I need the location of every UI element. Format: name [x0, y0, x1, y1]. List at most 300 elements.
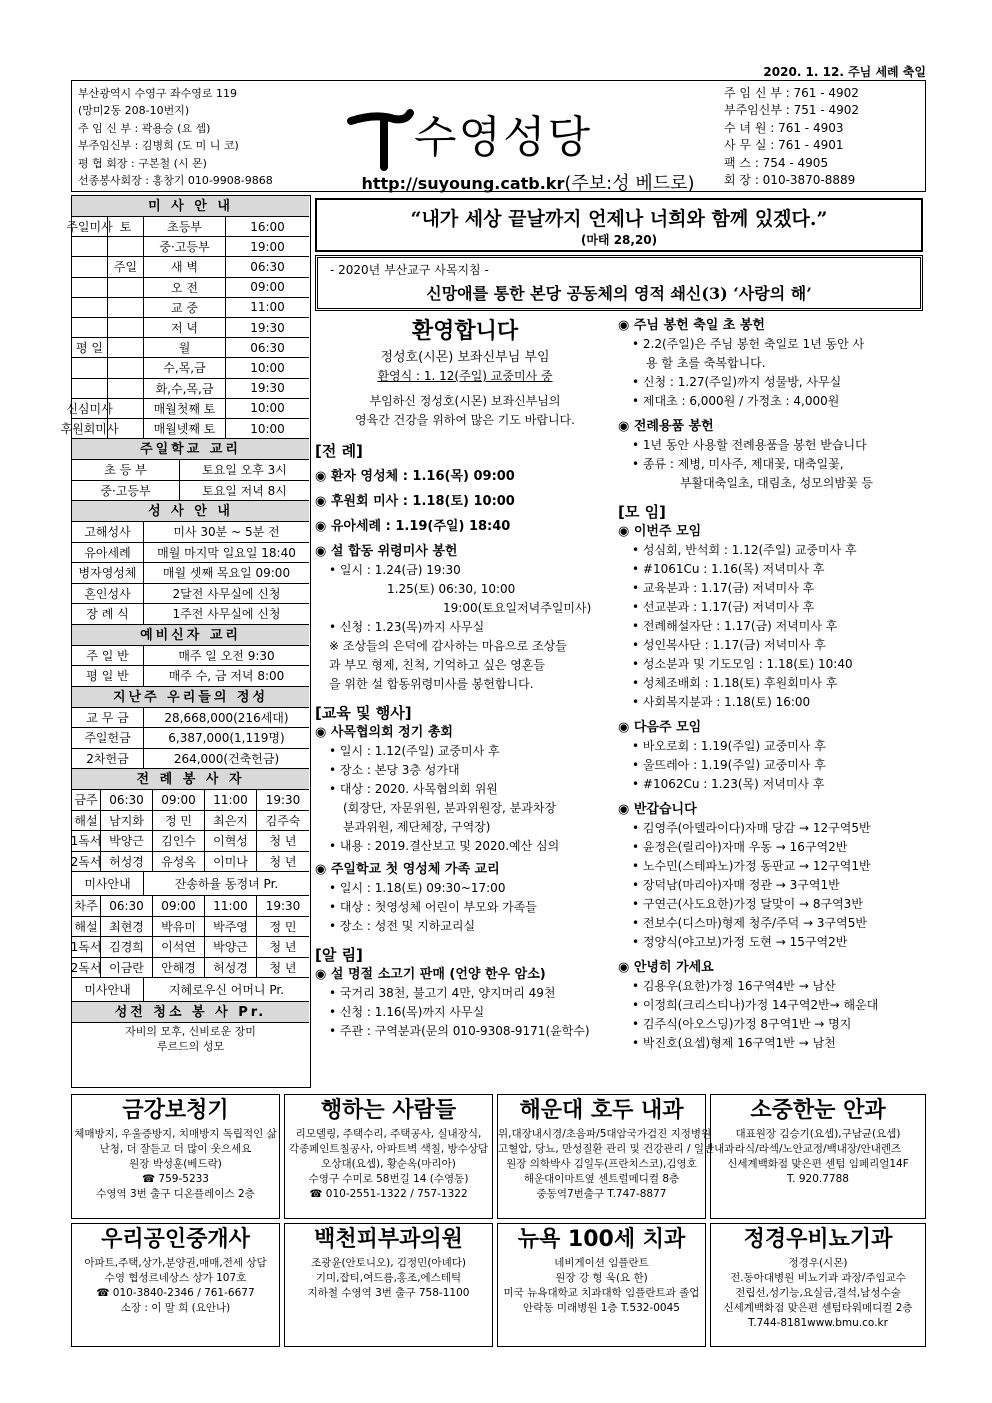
- edu-line: • 내용 : 2019.결산보고 및 2020.예산 심의: [329, 839, 560, 853]
- website-link[interactable]: http://suyoung.catb.kr: [361, 174, 565, 193]
- liturgy-detail: ※ 조상들의 은덕에 감사하는 마음으로 조상들: [329, 639, 567, 653]
- mass-row-cell: 06:30: [250, 340, 285, 355]
- ad-line: 고혈압, 당뇨, 만성질환 관리 및 건강관리 / 일반내과: [498, 1143, 735, 1155]
- phone-line: 회 장 : 010-3870-8889: [724, 173, 856, 188]
- right-line: • 종류 : 제병, 미사주, 제대꽃, 대축일꽃,: [632, 457, 844, 471]
- mass-row-cell: 16:00: [250, 219, 285, 234]
- ad-line: 기미,잡티,여드름,홍조,에스테틱: [315, 1272, 462, 1284]
- server-row-cell: 청 년: [269, 940, 297, 955]
- liturgy-detail: • 신청 : 1.23(목)까지 사무실: [329, 620, 485, 634]
- ad-line: ☎ 759-5233: [142, 1173, 209, 1185]
- server-row-cell: 정 민: [153, 811, 205, 831]
- mass-row: [72, 298, 309, 318]
- meeting-line: • 바오로회 : 1.19(주일) 교중미사 후: [632, 739, 826, 753]
- server-row-cell: 09:00: [153, 790, 205, 810]
- server-row-cell: 금주: [72, 790, 101, 810]
- offering-row-cell: 교 무 금: [72, 708, 144, 728]
- mass-row-cell: [108, 318, 144, 337]
- meetings-heading: ◉ 이번주 모임: [618, 524, 702, 539]
- welcome-heading: ◉ 반갑습니다: [618, 802, 697, 817]
- meeting-line: • 성체조배회 : 1.18(토) 후원회미사 후: [632, 676, 838, 690]
- mass-row-cell: [108, 278, 144, 297]
- edu-line: • 일시 : 1.12(주일) 교중미사 후: [329, 744, 500, 758]
- ad-title: 뉴욕 100세 치과: [517, 1227, 686, 1252]
- right-line: 용 할 초를 축복합니다.: [646, 356, 766, 370]
- phone-line: 부주임신부 : 751 - 4902: [724, 103, 860, 118]
- sacrament-row-cell: 1주전 사무실에 신청: [172, 607, 281, 622]
- server-row-cell: 1독서: [72, 831, 101, 851]
- server-note-cell: 미사안내: [72, 978, 144, 1001]
- server-row: [72, 790, 309, 811]
- offering-row-cell: 2차헌금: [72, 749, 144, 769]
- mass-row-cell: 초등부: [144, 217, 226, 236]
- liturgy-detail: 19:00(토요일저녁주일미사): [443, 601, 592, 615]
- mass-row-cell: [72, 318, 108, 337]
- notice-line: • 주관 : 구역분과(문의 010-9308-9171(윤학수): [329, 1024, 590, 1038]
- mass-row: [72, 358, 309, 378]
- ad-line: 대표원장 김승기(요셉),구남균(요셉): [735, 1128, 901, 1140]
- ad-line: T. 920.7788: [787, 1173, 849, 1185]
- mass-row-cell: 19:00: [250, 239, 285, 254]
- school-row: [72, 481, 309, 502]
- mass-row-cell: 후원회미사: [72, 419, 108, 438]
- meeting-line: • #1061Cu : 1.16(목) 저녁미사 후: [632, 562, 825, 576]
- liturgy-detail: • 일시 : 1.24(금) 19:30: [329, 563, 461, 577]
- ad-line: 원장 박성훈(베드락): [129, 1158, 222, 1170]
- ad-line: 정경우(시몬): [788, 1257, 848, 1269]
- staff-line: 평 협 회장 : 구본철 (시 몬): [78, 156, 207, 170]
- server-row-cell: 청 년: [269, 834, 297, 849]
- server-row: [72, 831, 309, 852]
- right-line: • 1년 동안 사용할 전례용품을 봉헌 받습니다: [632, 438, 867, 452]
- quote-ref: (마태 28,20): [580, 233, 658, 247]
- ad-line: 전.동아대병원 비뇨기과 과장/주임교수: [730, 1272, 906, 1284]
- server-row-cell: 김인수: [153, 831, 205, 851]
- pastoral-theme: [315, 255, 923, 311]
- mass-row-cell: [72, 278, 108, 297]
- mass-row-cell: 저 녁: [144, 318, 226, 337]
- server-row-cell: 최은지: [205, 811, 257, 831]
- server-row-cell: 이혁성: [205, 831, 257, 851]
- ad-line: 네비게이션 임플란트: [554, 1257, 649, 1269]
- school-row-cell: 중·고등부: [72, 481, 180, 501]
- header: [71, 80, 926, 192]
- server-row-cell: 박양근: [101, 831, 153, 851]
- liturgy-item: ◉ 설 합동 위령미사 봉헌: [315, 544, 458, 559]
- meeting-line: • 전례해설자단 : 1.17(금) 저녁미사 후: [632, 619, 838, 633]
- staff-line: 부주임신부 : 김병희 (도 미 니 코): [78, 139, 239, 153]
- meeting-line: • 울뜨레아 : 1.19(주일) 교중미사 후: [632, 758, 826, 772]
- server-row-cell: 2독서: [72, 958, 101, 978]
- mass-row: [72, 257, 309, 277]
- mass-row-cell: [108, 419, 144, 438]
- meetings-title: [모 임]: [618, 503, 666, 521]
- theme-sub: - 2020년 부산교구 사목지침 -: [330, 263, 489, 277]
- sacrament-row-cell: 매월 마지막 일요일 18:40: [157, 545, 296, 560]
- mass-row-cell: 새 벽: [144, 257, 226, 276]
- mass-row-cell: [72, 237, 108, 256]
- ad-line: 리모델링, 주택수리, 주택공사, 실내장식,: [295, 1128, 482, 1140]
- newcomer-line: • 김영주(아델라이다)자매 당감 → 12구역5반: [632, 821, 871, 835]
- mass-row-cell: 주일미사: [72, 217, 108, 236]
- newcomer-line: • 전보수(디스마)형제 청주/주덕 → 3구역5반: [632, 916, 867, 930]
- offering-row: [72, 708, 309, 729]
- ad-line: 오상대(요셉), 황순옥(마리아): [321, 1158, 456, 1170]
- center-column: [315, 316, 615, 1041]
- server-row: [72, 958, 309, 979]
- notice-line: • 국거리 38천, 불고기 4만, 양지머리 49천: [329, 986, 556, 1000]
- sacrament-row-cell: 미사 30분 ~ 5분 전: [173, 525, 280, 540]
- mass-row-cell: [108, 338, 144, 357]
- ad-line: 해운대이마트옆 센트럴메디컬 8층: [523, 1173, 680, 1185]
- cleaning-line: 자비의 모후, 신비로운 장미: [125, 1025, 256, 1039]
- liturgy-detail: 과 부모 형제, 친척, 기억하고 싶은 영혼들: [329, 658, 545, 672]
- right-line: • 신청 : 1.27(주일)까지 성물방, 사무실: [632, 375, 842, 389]
- mass-row-cell: [72, 257, 108, 276]
- ad-box: [710, 1094, 926, 1219]
- right-line: 부활대축일초, 대림초, 성모의밤꽃 등: [680, 476, 873, 490]
- liturgy-detail: 을 위한 설 합동위령미사를 봉헌합니다.: [329, 677, 534, 691]
- server-row-cell: 청 년: [269, 854, 297, 869]
- welcome-title: 환영합니다: [411, 319, 519, 344]
- ad-line: T.744-8181www.bmu.co.kr: [748, 1317, 888, 1329]
- logo: [338, 85, 718, 194]
- server-row: [72, 917, 309, 938]
- liturgy-detail: 1.25(토) 06:30, 10:00: [387, 582, 516, 596]
- mass-row-cell: 19:30: [250, 381, 285, 396]
- edu-line: • 대상 : 2020. 사목협의회 위원: [329, 782, 498, 796]
- mass-row-cell: 오 전: [144, 278, 226, 297]
- ad-title: 우리공인중개사: [101, 1227, 250, 1252]
- meeting-line: • 성인복사단 : 1.17(금) 저녁미사 후: [632, 638, 826, 652]
- welcome-body: 영육간 건강을 위하여 많은 기도 바랍니다.: [355, 413, 575, 427]
- mass-row-cell: [72, 358, 108, 377]
- catechism-row-cell: 매주 수, 금 저녁 8:00: [168, 669, 285, 684]
- offering-heading: ◉ 주님 봉헌 축일 초 봉헌: [618, 318, 765, 333]
- mass-row-cell: 중·고등부: [144, 237, 226, 256]
- mass-row-cell: [108, 358, 144, 377]
- ad-line: 지하철 수영역 3번 출구 758-1100: [307, 1287, 470, 1299]
- server-row-cell: 해설: [72, 917, 101, 937]
- server-row-cell: 박양근: [205, 937, 257, 957]
- meeting-line: • 성심회, 반석회 : 1.12(주일) 교중미사 후: [632, 543, 857, 557]
- liturgy-item: ◉ 환자 영성체 : 1.16(목) 09:00: [315, 469, 515, 484]
- welcome-date: 환영식 : 1. 12(주일) 교중미사 중: [377, 369, 553, 383]
- farewell-heading: ◉ 안녕히 가세요: [618, 960, 714, 975]
- mass-row-cell: [72, 379, 108, 398]
- edu-heading: ◉ 사목협의회 정기 총회: [315, 725, 453, 740]
- catechism-row: [72, 646, 309, 667]
- server-row-cell: 해설: [72, 811, 101, 831]
- ad-box: [284, 1223, 493, 1347]
- mass-row-cell: 10:00: [250, 360, 285, 375]
- ad-line: 위,대장내시경/초음파/5대암국가검진 지정병원: [498, 1128, 712, 1140]
- sacrament-row: [72, 543, 309, 564]
- mass-row: [72, 318, 309, 338]
- offering-row-cell: 6,387,000(1,119명): [168, 731, 285, 746]
- server-row-cell: 박유미: [153, 917, 205, 937]
- server-note-cell: 미사안내: [72, 872, 144, 895]
- server-row-cell: 허성경: [101, 852, 153, 872]
- edu-line: (회장단, 자문위원, 분과위원장, 분과차장: [343, 801, 557, 815]
- server-row: [72, 811, 309, 832]
- sacrament-row-cell: 고해성사: [72, 522, 144, 542]
- server-row-cell: 김주숙: [265, 813, 301, 828]
- server-row-cell: 남지화: [101, 811, 153, 831]
- server-row-cell: 청 년: [269, 960, 297, 975]
- offering-row: [72, 728, 309, 749]
- section-title: 주일학교 교리: [72, 439, 309, 460]
- server-row-cell: 유성옥: [153, 852, 205, 872]
- ad-line: 중동역7번출구 T.747-8877: [536, 1188, 667, 1200]
- sacrament-row-cell: 2달전 사무실에 신청: [172, 586, 281, 601]
- farewell-line: • 김용우(요한)가정 16구역4반 → 남산: [632, 979, 836, 993]
- meeting-line: • 선교분과 : 1.17(금) 저녁미사 후: [632, 600, 815, 614]
- ad-title: 행하는 사람들: [320, 1098, 457, 1123]
- ad-line: 수영역 3번 출구 디온플레이스 2층: [96, 1188, 255, 1200]
- offering-row-cell: 264,000(건축헌금): [173, 751, 280, 766]
- notice-title: [알 림]: [315, 946, 363, 964]
- sacrament-row-cell: 장 례 식: [72, 604, 144, 624]
- sacrament-row: [72, 584, 309, 605]
- ad-line: 각종페인트칠공사, 아파트벽 색칠, 방수상담: [288, 1143, 489, 1155]
- mass-row: [72, 379, 309, 399]
- ad-box: [497, 1094, 735, 1219]
- phone-line: 사 무 실 : 761 - 4901: [724, 138, 844, 153]
- ad-line: 신세계백화점 맞은편 센텀 임페리얼14F: [727, 1158, 909, 1170]
- ad-line: 아파트,주택,상가,분양권,매매,전세 상담: [84, 1257, 267, 1269]
- ad-line: 원장 강 형 욱(요 한): [555, 1272, 648, 1284]
- address-line: (망미2동 208-10번지): [78, 104, 190, 118]
- farewell-line: • 이정희(크리스티나)가정 14구역2반→ 해운대: [632, 998, 879, 1012]
- ad-box: [710, 1223, 926, 1347]
- welcome-sub: 정성호(시몬) 보좌신부님 부임: [380, 350, 550, 365]
- server-row-cell: 11:00: [205, 790, 257, 810]
- mass-row-cell: [108, 379, 144, 398]
- server-row-cell: 안해경: [153, 958, 205, 978]
- server-row: [72, 896, 309, 917]
- sacrament-row: [72, 522, 309, 543]
- server-row-cell: 19:30: [265, 898, 301, 913]
- catechism-row: [72, 666, 309, 687]
- mass-row-cell: 10:00: [250, 401, 285, 416]
- ad-line: 소장 : 이 말 희 (요안나): [120, 1302, 231, 1314]
- mass-row-cell: [108, 399, 144, 418]
- section-title: 성전 청소 봉 사 Pr.: [72, 1002, 309, 1023]
- liturgy-item: ◉ 후원회 미사 : 1.18(토) 10:00: [315, 494, 515, 509]
- edu-title: [교육 및 행사]: [315, 704, 412, 722]
- welcome-body: 부임하신 정성호(시몬) 보좌신부님의: [369, 394, 561, 408]
- newcomer-line: • 윤정은(릴리아)자매 우동 → 16구역2반: [632, 840, 848, 854]
- meeting-line: • 교육분과 : 1.17(금) 저녁미사 후: [632, 581, 815, 595]
- ad-box: [71, 1223, 280, 1347]
- newcomer-line: • 정양식(야고보)가정 도현 → 15구역2반: [632, 935, 848, 949]
- server-row-cell: 11:00: [205, 896, 257, 916]
- ad-box: [284, 1094, 493, 1219]
- mass-row-cell: 주일: [108, 257, 144, 276]
- quote-text: “내가 세상 끝날까지 언제나 너희와 함께 있겠다.”: [410, 208, 828, 230]
- mass-row: [72, 237, 309, 257]
- mass-row-cell: 06:30: [250, 259, 285, 274]
- liturgy-goods-heading: ◉ 전례용품 봉헌: [618, 419, 714, 434]
- mass-row: [72, 278, 309, 298]
- catechism-row-cell: 주 일 반: [72, 646, 144, 666]
- ad-line: 미국 뉴욕대학교 치과대학 임플란트과 졸업: [503, 1287, 700, 1299]
- edu-line: • 대상 : 첫영성체 어린이 부모와 가족들: [329, 900, 537, 914]
- ad-line: 수영 협성르네상스 상가 107호: [104, 1272, 247, 1284]
- server-row-cell: 19:30: [265, 792, 301, 807]
- mass-row-cell: 토: [108, 217, 144, 236]
- right-line: • 2.2(주일)은 주님 봉헌 축일로 1년 동안 사: [632, 337, 865, 351]
- server-note-cell: 잔송하율 동정녀 Pr.: [174, 877, 279, 892]
- sacrament-row: [72, 604, 309, 625]
- mass-row-cell: 교 중: [144, 298, 226, 317]
- server-note-cell: 지혜로우신 어머니 Pr.: [168, 983, 285, 998]
- sacrament-row-cell: 병자영성체: [72, 563, 144, 583]
- mass-row: [60, 419, 309, 439]
- phone-line: 팩 스 : 754 - 4905: [724, 155, 829, 170]
- server-row-cell: 차주: [72, 896, 101, 916]
- notice-line: • 신청 : 1.16(목)까지 사무실: [329, 1005, 485, 1019]
- ad-line: 체매방지, 우울증방지, 치매방지 독립적인 삶: [74, 1128, 277, 1140]
- staff-line: 선종봉사회장 : 홍창기 010-9908-9868: [78, 174, 273, 188]
- staff-line: 주 임 신 부 : 곽용승 (요 셉): [78, 121, 211, 135]
- edu-line: • 일시 : 1.18(토) 09:30~17:00: [329, 881, 506, 895]
- mass-row-cell: 매월첫째 토: [144, 399, 226, 418]
- section-title: 지난주 우리들의 정성: [72, 687, 309, 708]
- sacrament-row-cell: 혼인성사: [72, 584, 144, 604]
- ad-title: 정경우비뇨기과: [743, 1227, 893, 1252]
- ad-line: 전립선,성기능,요실금,결석,남성수술: [735, 1287, 901, 1299]
- server-row-cell: 06:30: [101, 790, 153, 810]
- ad-line: 원장 의학박사 김일두(프란치스코),김영호: [506, 1158, 697, 1170]
- ad-box: [71, 1094, 280, 1219]
- mass-row: [66, 399, 309, 419]
- mass-row-cell: 09:00: [250, 280, 285, 295]
- ad-line: 수영구 수미로 58번길 14 (수영동): [308, 1173, 469, 1185]
- address-line: 부산광역시 수영구 좌수영로 119: [78, 87, 237, 100]
- offering-row-cell: 28,668,000(216세대): [164, 710, 289, 725]
- edu-heading: ◉ 주일학교 첫 영성체 가족 교리: [315, 862, 500, 877]
- school-row-cell: 토요일 오후 3시: [202, 463, 287, 478]
- sacrament-row-cell: 매월 셋째 목요일 09:00: [162, 566, 291, 581]
- ad-line: 신세계백화점 맞은편 센텀타워메디컬 2층: [723, 1302, 913, 1314]
- server-row-cell: 06:30: [101, 896, 153, 916]
- ad-line: 조광윤(안토니오), 김정민(아녜다): [311, 1257, 466, 1269]
- meeting-line: • 사회복지분과 : 1.18(토) 16:00: [632, 695, 811, 709]
- meetings-heading: ◉ 다음주 모임: [618, 720, 702, 735]
- right-column: [618, 316, 926, 1053]
- farewell-line: • 김주식(아오스딩)가정 8구역1반 → 명지: [632, 1017, 852, 1031]
- section-title: 전 례 봉 사 자: [72, 769, 309, 790]
- server-row-cell: 정 민: [269, 919, 297, 934]
- catechism-row-cell: 평 일 반: [72, 666, 144, 686]
- edu-line: • 장소 : 성전 및 지하교리실: [329, 919, 476, 933]
- mass-row-cell: [108, 237, 144, 256]
- school-row-cell: 초 등 부: [72, 460, 180, 480]
- cleaning-line: 루르드의 성모: [156, 1040, 225, 1054]
- notice-heading: ◉ 설 명절 소고기 판매 (언양 한우 암소): [315, 967, 546, 982]
- liturgy-item: ◉ 유아세례 : 1.19(주일) 18:40: [315, 519, 511, 534]
- phone-line: 주 임 신 부 : 761 - 4902: [724, 86, 859, 100]
- theme-main: 신망애를 통한 본당 공동체의 영적 쇄신(3) ‘사랑의 해’: [426, 284, 812, 303]
- mass-row-cell: 수,목,금: [144, 358, 226, 377]
- mass-row-cell: 평 일: [72, 338, 108, 357]
- sacrament-row: [72, 563, 309, 584]
- bulletin-patron: (주보:성 베드로): [564, 173, 695, 194]
- server-row: [72, 937, 309, 958]
- mass-row-cell: 화,수,목,금: [144, 379, 226, 398]
- newcomer-line: • 구연근(사도요한)가정 달맞이 → 8구역3반: [632, 897, 863, 911]
- parish-name: 수영성당: [414, 112, 593, 163]
- server-row: [72, 852, 309, 873]
- server-row-cell: 2독서: [72, 852, 101, 872]
- parish-info: [78, 85, 324, 189]
- server-row-cell: 이미나: [205, 852, 257, 872]
- mass-row-cell: 11:00: [250, 300, 285, 315]
- mass-row-cell: 10:00: [250, 421, 285, 436]
- date: 2020. 1. 12. 주님 세례 축일: [763, 65, 926, 79]
- newcomer-line: • 노수민(스테파노)가정 동판교 → 12구역1반: [632, 859, 871, 873]
- right-line: • 제대초 : 6,000원 / 가정초 : 4,000원: [632, 394, 840, 408]
- server-row-cell: 김경희: [101, 937, 153, 957]
- sacrament-row-cell: 유아세례: [72, 543, 144, 563]
- ad-title: 해운대 호두 내과: [519, 1098, 684, 1123]
- school-row-cell: 토요일 저녁 8시: [202, 483, 287, 498]
- left-column: [60, 195, 311, 1088]
- ad-line: 안락동 미래병원 1층 T.532-0045: [523, 1302, 680, 1314]
- section-title: 성 사 안 내: [72, 501, 309, 522]
- server-row-cell: 최현경: [101, 917, 153, 937]
- ad-title: 금강보청기: [122, 1098, 229, 1123]
- server-note: [72, 978, 309, 1002]
- offering-row: [72, 749, 309, 770]
- ad-line: ☎ 010-2551-1322 / 757-1322: [309, 1188, 468, 1200]
- ad-line: 라식/라섹/노안교정/백내장/안내렌즈: [734, 1143, 902, 1155]
- scripture-quote: [315, 198, 923, 252]
- mass-row-cell: 매월넷째 토: [144, 419, 226, 438]
- newcomer-line: • 장덕남(마리아)자매 정관 → 3구역1반: [632, 878, 840, 892]
- liturgy-title: [전 례]: [315, 442, 363, 460]
- ad-title: 소중한눈 안과: [750, 1098, 886, 1123]
- mass-row-cell: 신심미사: [72, 399, 108, 418]
- edu-line: 분과위원, 제단체장, 구역장): [343, 820, 491, 834]
- mass-row-cell: [108, 298, 144, 317]
- meeting-line: • #1062Cu : 1.23(목) 저녁미사 후: [632, 777, 825, 791]
- ad-title: 백천피부과의원: [314, 1227, 463, 1252]
- server-row-cell: 09:00: [153, 896, 205, 916]
- mass-row-cell: 월: [144, 338, 226, 357]
- school-row: [72, 460, 309, 481]
- mass-row-cell: 19:30: [250, 320, 285, 335]
- server-row-cell: 허성경: [205, 958, 257, 978]
- catechism-row-cell: 매주 일 오전 9:30: [178, 648, 275, 663]
- server-row-cell: 이석연: [153, 937, 205, 957]
- phone-list: [724, 85, 922, 189]
- server-row-cell: 이금란: [101, 958, 153, 978]
- ad-box: [497, 1223, 706, 1347]
- ad-line: 난청, 더 잘듣고 더 많이 웃으세요: [99, 1143, 252, 1155]
- offering-row-cell: 주일헌금: [72, 728, 144, 748]
- meeting-line: • 성소분과 및 기도모임 : 1.18(토) 10:40: [632, 657, 853, 671]
- edu-line: • 장소 : 본당 3층 성가대: [329, 763, 460, 777]
- ad-line: ☎ 010-3840-2346 / 761-6677: [96, 1287, 255, 1299]
- cross-logo-icon: [346, 91, 416, 171]
- mass-row-cell: [72, 298, 108, 317]
- phone-line: 수 녀 원 : 761 - 4903: [724, 120, 844, 135]
- mass-row: [72, 338, 309, 358]
- server-note: [72, 872, 309, 896]
